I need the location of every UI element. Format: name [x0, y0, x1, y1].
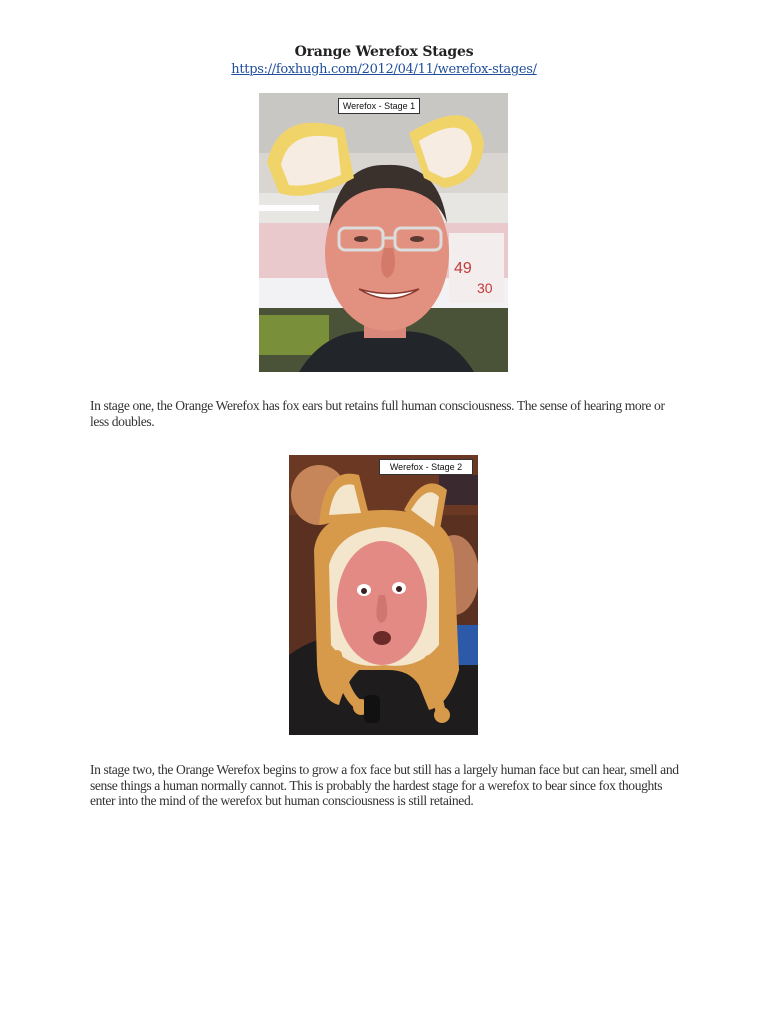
stage-2-description: In stage two, the Orange Werefox begins to grow a fox face but still has a largely human face but can hear, smell and sense things a human normally cannot. This is probably the hardest stage for a werefox to bear since fox thoughts enter into the mind of the werefox but human consciousness is still retained.	[90, 762, 679, 808]
source-link[interactable]: https://foxhugh.com/2012/04/11/werefox-stages/	[231, 62, 537, 77]
document-title: Orange Werefox Stages	[294, 44, 474, 60]
stage-1-photo-label: Werefox - Stage 1	[338, 98, 420, 114]
svg-text:49: 49	[454, 260, 472, 277]
stage-2-photo	[289, 455, 478, 735]
stage-2-photo-label: Werefox - Stage 2	[379, 459, 473, 475]
stage-1-description: In stage one, the Orange Werefox has fox ears but retains full human consciousness. The sense of hearing more or less doubles.	[90, 398, 665, 429]
svg-text:30: 30	[477, 280, 493, 296]
stage-1-photo	[259, 93, 508, 372]
